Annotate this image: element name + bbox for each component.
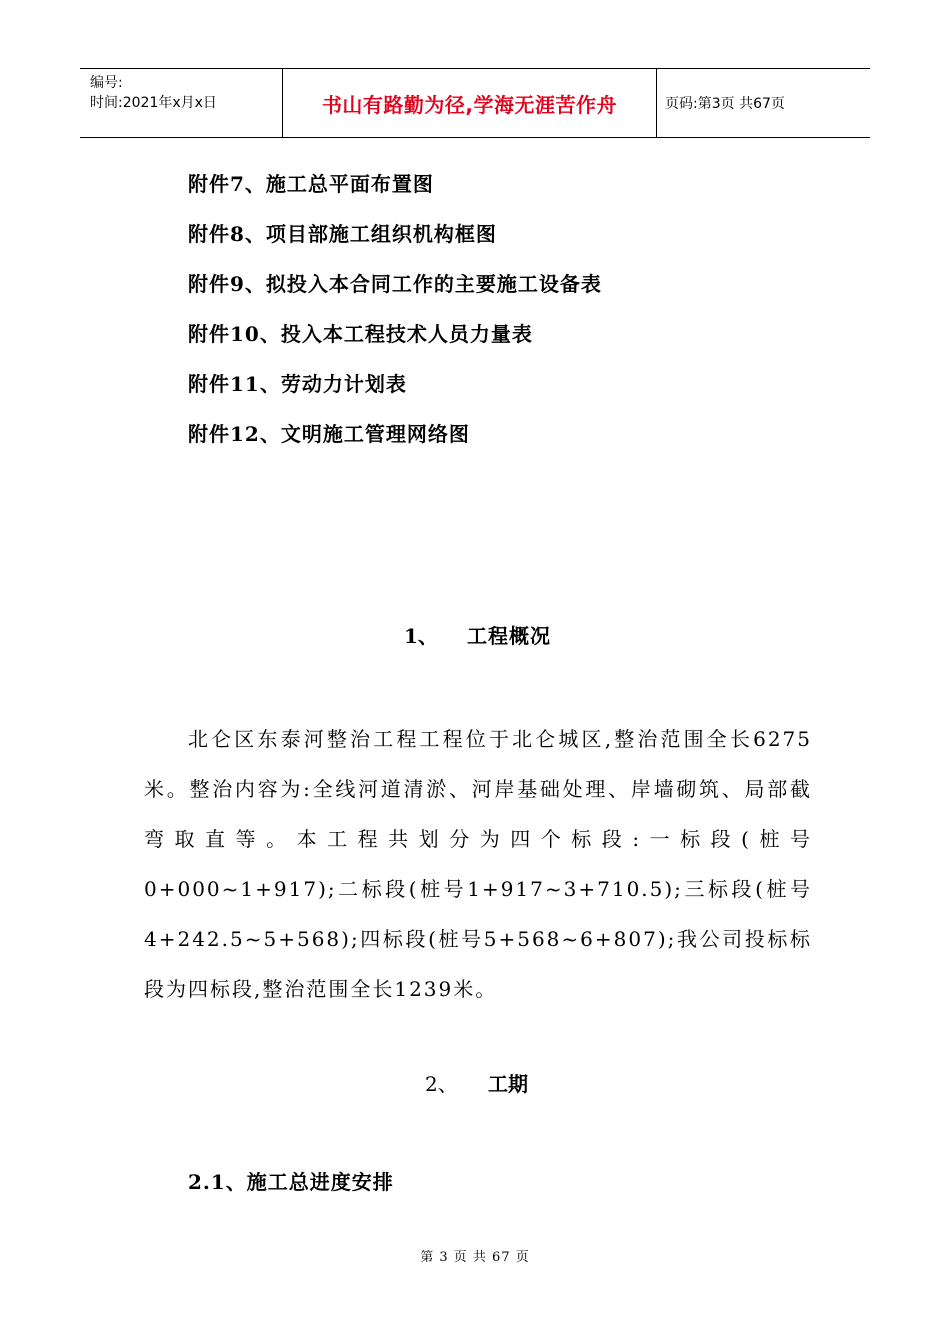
overview-paragraph: 北仑区东泰河整治工程工程位于北仑城区,整治范围全长6275米。整治内容为:全线河道清淤、河岸基础处理、岸墙砌筑、局部截弯取直等。本工程共划分为四个标段:一标段(桩号0+000~1+917);二标段(桩号1+917~3+710.5);三标段(桩号4+242.5~5+568);四标段(桩号5+568~6+807);我公司投标标段为四标段,整治范围全长1239米。 — [144, 727, 812, 1001]
page-footer: 第 3 页 共 67 页 — [420, 1250, 530, 1265]
page-info-text: 页码:第3页 共67页 — [665, 96, 785, 112]
attachment-item: 附件12、文明施工管理网络图 — [188, 422, 470, 446]
project-overview-body — [144, 714, 812, 1014]
section-2-number: 2、 — [425, 1072, 458, 1096]
attachment-item: 附件10、投入本工程技术人员力量表 — [188, 322, 533, 346]
motto-text: 书山有路勤为径,学海无涯苦作舟 — [321, 92, 618, 117]
header-page-info — [657, 69, 870, 137]
section-1-title: 工程概况 — [466, 624, 551, 648]
attachment-item: 附件8、项目部施工组织机构框图 — [188, 222, 497, 246]
attachment-item: 附件9、拟投入本合同工作的主要施工设备表 — [188, 272, 602, 296]
section-2-title: 工期 — [487, 1072, 528, 1096]
number-label: 编号: — [90, 75, 123, 91]
document-header — [80, 68, 870, 138]
header-motto-cell — [282, 69, 657, 137]
time-label: 时间:2021年x月x日 — [90, 95, 217, 111]
section-1-heading — [404, 620, 551, 649]
section-2-1-title: 2.1、施工总进度安排 — [188, 1170, 394, 1194]
header-meta — [80, 69, 282, 137]
attachment-item: 附件7、施工总平面布置图 — [188, 172, 434, 196]
attachment-list — [188, 170, 602, 470]
attachment-item: 附件11、劳动力计划表 — [188, 372, 407, 396]
section-1-number: 1、 — [404, 624, 438, 648]
section-2-heading — [425, 1068, 528, 1097]
section-2-1-heading — [188, 1166, 394, 1195]
